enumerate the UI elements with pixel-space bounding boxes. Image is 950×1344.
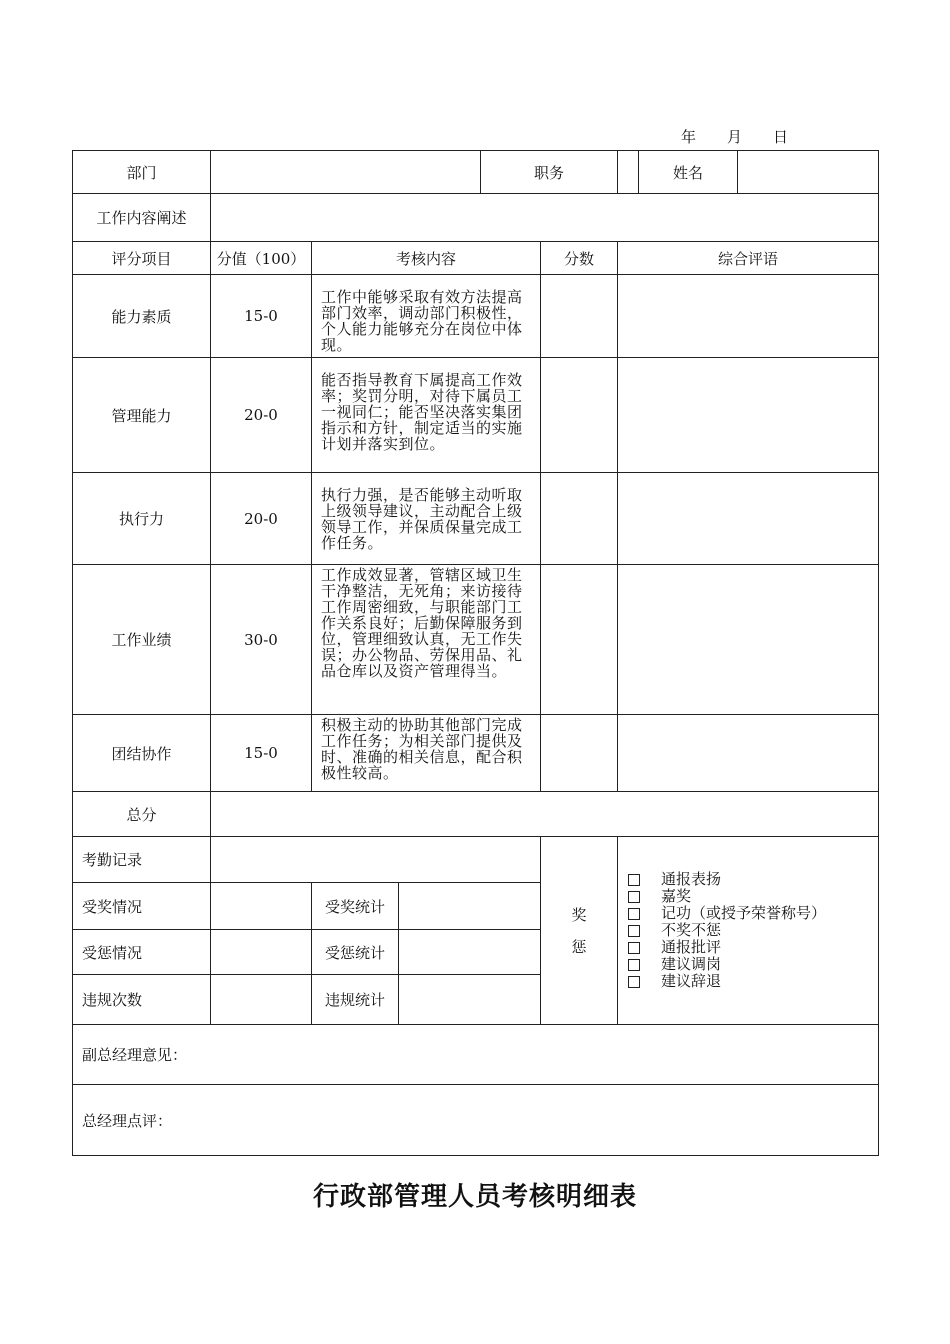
work-desc-label: 工作内容阐述 [73, 194, 211, 242]
option-label: 嘉奖 [661, 887, 692, 905]
col-header-range: 分值（100） [211, 242, 312, 275]
item-comment-field[interactable] [618, 715, 879, 792]
date-day: 日 [773, 128, 789, 146]
position-field[interactable] [618, 151, 639, 194]
award-stats-label: 受奖统计 [312, 883, 399, 930]
col-header-item: 评分项目 [73, 242, 211, 275]
award-stats-field[interactable] [399, 883, 541, 930]
item-range: 15-0 [211, 715, 312, 792]
date-month: 月 [727, 128, 743, 146]
reward-punish-label [541, 837, 618, 1025]
checkbox[interactable] [628, 925, 640, 937]
item-content: 工作成效显著，管辖区域卫生干净整洁，无死角；来访接待工作周密细致，与职能部门工作关系良好；后勤保障服务到位，管理细致认真，无工作失误；办公物品、劳保用品、礼品仓库以及资产管理得当。 [312, 565, 541, 715]
violation-count-label: 违规次数 [73, 975, 211, 1025]
total-field[interactable] [211, 792, 879, 837]
option-item[interactable] [628, 973, 878, 990]
option-label: 建议辞退 [661, 972, 722, 990]
checkbox[interactable] [628, 942, 640, 954]
attendance-field[interactable] [211, 837, 541, 883]
name-label: 姓名 [639, 151, 738, 194]
punish-char: 惩 [571, 937, 587, 956]
table-row [73, 275, 879, 358]
penalty-stats-field[interactable] [399, 930, 541, 975]
page-title: 行政部管理人员考核明细表 [312, 1182, 637, 1212]
option-item[interactable] [628, 922, 878, 939]
position-label: 职务 [481, 151, 618, 194]
item-score-field[interactable] [541, 565, 618, 715]
total-label: 总分 [73, 792, 211, 837]
option-item[interactable] [628, 939, 878, 956]
table-row [73, 715, 879, 792]
item-score-field[interactable] [541, 473, 618, 565]
item-comment-field[interactable] [618, 473, 879, 565]
penalty-status-field[interactable] [211, 930, 312, 975]
item-content: 执行力强，是否能够主动听取上级领导建议，主动配合上级领导工作，并保质保量完成工作任务。 [312, 473, 541, 565]
item-content: 能否指导教育下属提高工作效率；奖罚分明，对待下属员工一视同仁；能否坚决落实集团指示和方针，制定适当的实施计划并落实到位。 [312, 358, 541, 473]
reward-char: 奖 [571, 905, 587, 924]
item-name: 管理能力 [73, 358, 211, 473]
item-comment-field[interactable] [618, 565, 879, 715]
checkbox[interactable] [628, 959, 640, 971]
option-item[interactable] [628, 956, 878, 973]
assessment-table [72, 150, 879, 1156]
item-range: 20-0 [211, 358, 312, 473]
option-item[interactable] [628, 888, 878, 905]
gm-comment-field[interactable]: 总经理点评： [73, 1085, 879, 1156]
table-row [73, 565, 879, 715]
item-range: 15-0 [211, 275, 312, 358]
item-range: 20-0 [211, 473, 312, 565]
item-name: 能力素质 [73, 275, 211, 358]
option-label: 记功（或授予荣誉称号） [661, 904, 827, 922]
work-desc-field[interactable] [211, 194, 879, 242]
award-status-field[interactable] [211, 883, 312, 930]
award-status-label: 受奖情况 [73, 883, 211, 930]
violation-stats-field[interactable] [399, 975, 541, 1025]
dept-label: 部门 [73, 151, 211, 194]
dept-field[interactable] [211, 151, 481, 194]
checkbox[interactable] [628, 908, 640, 920]
option-item[interactable] [628, 871, 878, 888]
violation-stats-label: 违规统计 [312, 975, 399, 1025]
violation-count-field[interactable] [211, 975, 312, 1025]
col-header-content: 考核内容 [312, 242, 541, 275]
option-label: 不奖不惩 [661, 921, 722, 939]
vp-opinion-field[interactable]: 副总经理意见： [73, 1025, 879, 1085]
table-row [73, 358, 879, 473]
checkbox[interactable] [628, 891, 640, 903]
checkbox[interactable] [628, 874, 640, 886]
item-comment-field[interactable] [618, 358, 879, 473]
item-name: 工作业绩 [73, 565, 211, 715]
item-range: 30-0 [211, 565, 312, 715]
table-row [73, 473, 879, 565]
option-label: 建议调岗 [661, 955, 722, 973]
date-line [681, 126, 788, 147]
penalty-status-label: 受惩情况 [73, 930, 211, 975]
date-year: 年 [681, 128, 697, 146]
attendance-label: 考勤记录 [73, 837, 211, 883]
penalty-stats-label: 受惩统计 [312, 930, 399, 975]
item-content: 积极主动的协助其他部门完成工作任务；为相关部门提供及时、准确的相关信息，配合积极性较高。 [312, 715, 541, 792]
item-name: 执行力 [73, 473, 211, 565]
item-comment-field[interactable] [618, 275, 879, 358]
decision-options [618, 837, 879, 1025]
item-score-field[interactable] [541, 715, 618, 792]
option-item[interactable] [628, 905, 878, 922]
item-score-field[interactable] [541, 275, 618, 358]
option-label: 通报表扬 [661, 870, 722, 888]
item-content: 工作中能够采取有效方法提高部门效率，调动部门积极性，个人能力能够充分在岗位中体现。 [312, 275, 541, 358]
col-header-score: 分数 [541, 242, 618, 275]
item-score-field[interactable] [541, 358, 618, 473]
item-name: 团结协作 [73, 715, 211, 792]
col-header-comment: 综合评语 [618, 242, 879, 275]
checkbox[interactable] [628, 976, 640, 988]
option-label: 通报批评 [661, 938, 722, 956]
name-field[interactable] [738, 151, 879, 194]
